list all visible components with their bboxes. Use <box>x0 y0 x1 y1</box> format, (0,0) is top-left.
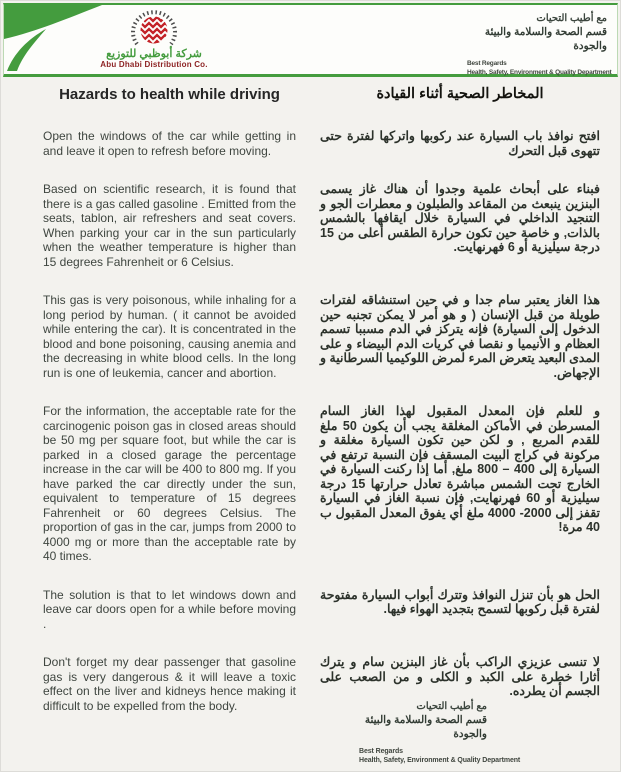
footer-regards-arabic-greeting: مع أطيب التحيات <box>416 701 487 712</box>
paragraph-arabic: و للعلم فإن المعدل المقبول لهذا الغاز السام المسرطن في الأماكن المغلقة يجب أن يكون 50 ملغ للقدم المربع , و لكن حين تكون السيارة مغلقة و مركونة في كراج البيت المسقف فإن النسبة ترتفع في السيارة إلى 400 – 800 ملغ, أما إذا ركنت السيارة في الخارج تحت الشمس مباشرة تعادل حرارتها 15 درجة سيليزية أو 60 فهرنهايت, فإن نسبة الغاز في السيارة تقفز إلى 2000- 4000 ملغ أي يفوق المعدل المقبول ب 40 مرة! <box>320 404 601 534</box>
footer-regards-english <box>359 747 521 765</box>
paragraph-row <box>43 182 600 269</box>
header-department-name: Health, Safety, Environment & Quality Department <box>467 69 612 76</box>
title-row <box>43 86 600 103</box>
company-logo <box>74 7 234 70</box>
footer-regards-arabic-department: قسم الصحة والسلامة والبيئة والجودة <box>364 714 487 740</box>
paragraph-english: For the information, the acceptable rate for the carcinogenic poison gas in closed areas should be 50 mg per square foot, but while the car is parked in a closed garage the percentage increase in the car will be 400 to 800 mg. If you have parked the car directly under the sun, equivalent to temperature of 15 degrees Fahrenheit or 60 degrees Celsius. The proportion of gas in the car, jumps from 2000 to 4000 mg or more than the acceptable rate by 40 times. <box>43 404 296 563</box>
header-regards-arabic-greeting: مع أطيب التحيات <box>536 13 607 24</box>
paragraph-english: The solution is that to let windows down and leave car doors open for a while before moving . <box>43 587 296 631</box>
document-title-english: Hazards to health while driving <box>59 86 280 103</box>
paragraph-english: Open the windows of the car while getting in and leave it open to refresh before moving. <box>43 129 296 158</box>
paragraph-english: Don't forget my dear passenger that gasoline gas is very dangerous & it will leave a toxic effect on the liver and kidneys hence making it difficult to be expelled from the body. <box>43 655 296 713</box>
letterhead <box>3 3 618 77</box>
paragraph-arabic: الحل هو بأن تنزل النوافذ وتترك أبواب السيارة مفتوحة لفترة قبل ركوبها لتسمح بتجديد الهواء فيها. <box>320 587 600 616</box>
header-regards-arabic-department: قسم الصحة والسلامة والبيئة والجودة <box>484 26 607 52</box>
paragraph-arabic: افتح نوافذ باب السيارة عند ركوبها واتركها لفترة حتى تتهوى قبل التحرك <box>320 129 600 158</box>
paragraph-row <box>43 293 600 380</box>
document-title-arabic: المخاطر الصحية أثناء القيادة <box>376 86 544 102</box>
paragraph-arabic: هذا الغاز يعتبر سام جدا و في حين استنشاقه لفترات طويلة من قبل الإنسان ( و هو أمر لا يمكن تجنبه حين الدخول إلى السيارة) فإنه يتركز في الدم مسببا تسمم العظام و الأنيميا و نقصا في كريات الدم البيضاء و على المدى البعيد يتعرض المرء لمرض اللوكيميا السرطانية و الإجهاض. <box>320 293 600 380</box>
footer-regards-block <box>359 700 521 765</box>
paragraph-row <box>43 655 600 713</box>
header-regards-block <box>465 12 612 77</box>
header-best-regards: Best Regards <box>467 60 507 67</box>
footer-department-name: Health, Safety, Environment & Quality Department <box>359 757 521 764</box>
document-body <box>43 129 600 737</box>
company-name-arabic: شركة أبوظبي للتوزيع <box>106 48 202 60</box>
paragraph-row <box>43 588 600 632</box>
footer-best-regards: Best Regards <box>359 748 403 755</box>
paragraph-arabic: فبناء على أبحاث علمية وجدوا أن هناك غاز يسمى البنزين ينبعث من المقاعد والطبلون و معطرات الجو و التنجيد الداخلي في السيارة خلال ايقافها بالشمس بالذات, و خاصة حين تكون حرارة الطقس أعلى من 15 درجة سيليزية أو 6 فهرنهايت. <box>320 182 600 254</box>
company-emblem-icon <box>74 7 234 49</box>
paragraph-row <box>43 129 600 158</box>
paragraph-arabic: لا تنسى عزيزي الراكب بأن غاز البنزين سام و يترك أثارا خطرة على الكبد و الكلى و من الصعب على الجسم أن يطرده. <box>320 655 600 698</box>
paragraph-row <box>43 404 600 564</box>
company-name-english: Abu Dhabi Distribution Co. <box>100 60 208 69</box>
paragraph-english: This gas is very poisonous, while inhaling for a long period by human. ( it cannot be avoided while entering the car). It is concentrated in the blood and bone poisoning, causing anemia and the decreasing in white blood cells. In the long run is one of leukemia, cancer and abortion. <box>43 293 296 380</box>
header-regards-english <box>467 59 612 77</box>
paragraph-english: Based on scientific research, it is found that there is a gas called gasoline . Emitted from the seats, tablon, air refreshers and seat covers. When parking your car in the sun particularly when the weather temperature is higher than 15 degrees Fahrenheit or 6 Celsius. <box>43 182 296 269</box>
